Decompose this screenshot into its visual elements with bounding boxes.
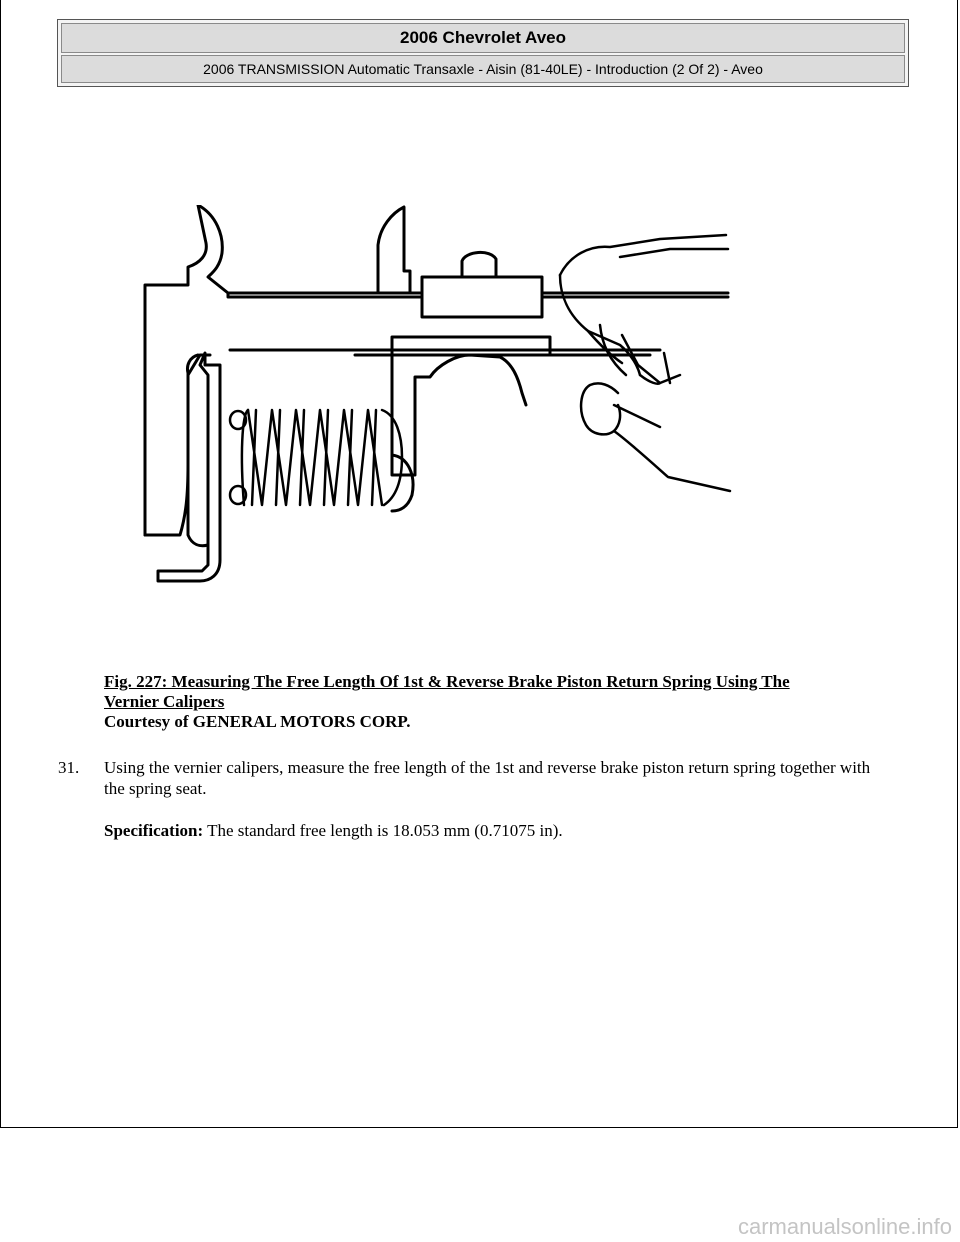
caliper-spring-illustration [140,205,740,595]
figure-caption-line2: Vernier Calipers [104,692,225,711]
caliper-lower-jaw [392,355,526,475]
caliper-vernier-plate [392,337,550,355]
coil-spring [230,410,402,505]
caliper-upper-jaw [378,207,410,293]
step-number: 31. [58,758,80,777]
figure-caption-link[interactable] [104,672,884,712]
watermark: carmanualsonline.info [737,1214,952,1239]
figure-caption [104,672,884,732]
specification [104,820,884,841]
spring-seat-back [187,355,208,546]
figure-caption-line1: Fig. 227: Measuring The Free Length Of 1st & Reverse Brake Piston Return Spring Using The [104,672,790,691]
hand [560,235,730,491]
caliper-slider [422,277,542,317]
caliper-depth-line [230,350,660,355]
spec-text: The standard free length is 18.053 mm (0.71075 in). [203,821,563,840]
caliper-beam-right [542,293,728,297]
header-subtitle: 2006 TRANSMISSION Automatic Transaxle - Aisin (81-40LE) - Introduction (2 Of 2) - Aveo [61,55,905,83]
figure-courtesy: Courtesy of GENERAL MOTORS CORP. [104,712,411,731]
step-text: Using the vernier calipers, measure the free length of the 1st and reverse brake piston return spring together with the spring seat. [104,758,871,798]
caliper-thumb-knob [462,252,496,277]
document-header [57,19,909,87]
caliper-lower-left [145,355,210,535]
spec-label: Specification: [104,821,204,840]
header-title: 2006 Chevrolet Aveo [61,23,905,53]
